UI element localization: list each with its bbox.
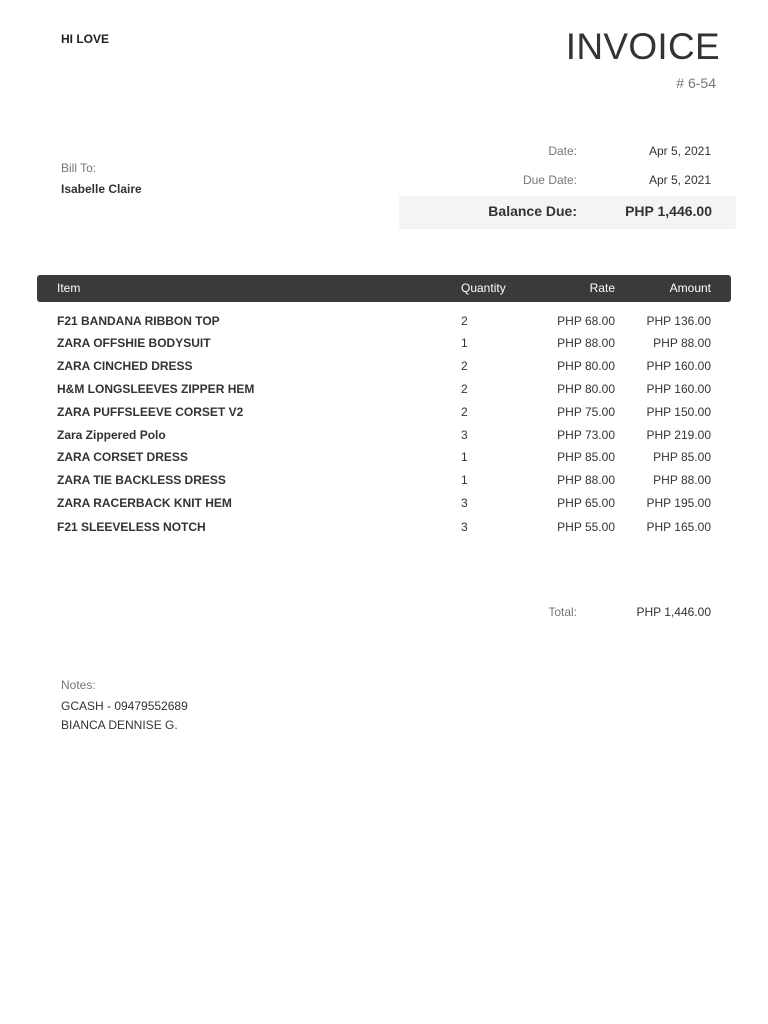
table-row <box>0 359 768 379</box>
date-value: Apr 5, 2021 <box>648 144 711 158</box>
due-date-label: Due Date: <box>522 173 577 187</box>
row-item: H&M LONGSLEEVES ZIPPER HEM <box>57 382 255 396</box>
balance-due-value: PHP 1,446.00 <box>625 203 712 219</box>
column-header-rate: Rate <box>589 281 615 295</box>
bill-to-label: Bill To: <box>61 161 97 175</box>
table-row <box>0 496 768 516</box>
row-quantity: 2 <box>461 314 468 328</box>
table-row <box>0 405 768 425</box>
row-rate: PHP 88.00 <box>557 336 615 350</box>
table-row <box>0 450 768 470</box>
row-quantity: 3 <box>461 520 468 534</box>
row-item: ZARA PUFFSLEEVE CORSET V2 <box>57 405 244 419</box>
due-date-value: Apr 5, 2021 <box>648 173 711 187</box>
row-item: ZARA OFFSHIE BODYSUIT <box>57 336 211 350</box>
column-header-item: Item <box>57 281 81 295</box>
balance-due-label: Balance Due: <box>488 203 577 219</box>
row-amount: PHP 160.00 <box>646 359 711 373</box>
row-amount: PHP 88.00 <box>653 473 711 487</box>
row-amount: PHP 136.00 <box>646 314 711 328</box>
invoice-title: INVOICE <box>565 26 720 67</box>
table-row <box>0 336 768 356</box>
row-item: Zara Zippered Polo <box>57 428 166 442</box>
row-amount: PHP 195.00 <box>646 496 711 510</box>
row-rate: PHP 73.00 <box>557 428 615 442</box>
row-rate: PHP 80.00 <box>557 359 615 373</box>
table-row <box>0 382 768 402</box>
row-amount: PHP 219.00 <box>646 428 711 442</box>
column-header-amount: Amount <box>669 281 711 295</box>
table-row <box>0 520 768 540</box>
row-amount: PHP 88.00 <box>653 336 711 350</box>
row-item: F21 BANDANA RIBBON TOP <box>57 314 220 328</box>
total-label: Total: <box>548 605 577 619</box>
invoice-number: # 6-54 <box>676 75 716 91</box>
notes-line: BIANCA DENNISE G. <box>61 718 178 732</box>
row-amount: PHP 150.00 <box>646 405 711 419</box>
row-item: ZARA CINCHED DRESS <box>57 359 193 373</box>
table-row <box>0 473 768 493</box>
bill-to-name: Isabelle Claire <box>61 182 142 196</box>
table-row <box>0 314 768 334</box>
row-item: ZARA TIE BACKLESS DRESS <box>57 473 226 487</box>
date-label: Date: <box>548 144 577 158</box>
notes-label: Notes: <box>61 678 96 692</box>
row-quantity: 2 <box>461 405 468 419</box>
row-rate: PHP 65.00 <box>557 496 615 510</box>
row-rate: PHP 68.00 <box>557 314 615 328</box>
row-item: ZARA CORSET DRESS <box>57 450 188 464</box>
row-item: ZARA RACERBACK KNIT HEM <box>57 496 232 510</box>
sender-name: HI LOVE <box>61 32 110 46</box>
row-amount: PHP 160.00 <box>646 382 711 396</box>
table-row <box>0 428 768 448</box>
row-rate: PHP 80.00 <box>557 382 615 396</box>
row-quantity: 1 <box>461 450 468 464</box>
row-quantity: 2 <box>461 382 468 396</box>
row-quantity: 3 <box>461 496 468 510</box>
row-rate: PHP 88.00 <box>557 473 615 487</box>
notes-line: GCASH - 09479552689 <box>61 699 188 713</box>
row-rate: PHP 85.00 <box>557 450 615 464</box>
row-amount: PHP 85.00 <box>653 450 711 464</box>
row-quantity: 3 <box>461 428 468 442</box>
row-quantity: 1 <box>461 473 468 487</box>
row-quantity: 1 <box>461 336 468 350</box>
row-amount: PHP 165.00 <box>646 520 711 534</box>
table-header <box>37 275 731 302</box>
row-quantity: 2 <box>461 359 468 373</box>
column-header-quantity: Quantity <box>461 281 506 295</box>
row-rate: PHP 55.00 <box>557 520 615 534</box>
row-rate: PHP 75.00 <box>557 405 615 419</box>
row-item: F21 SLEEVELESS NOTCH <box>57 520 206 534</box>
total-value: PHP 1,446.00 <box>636 605 711 619</box>
